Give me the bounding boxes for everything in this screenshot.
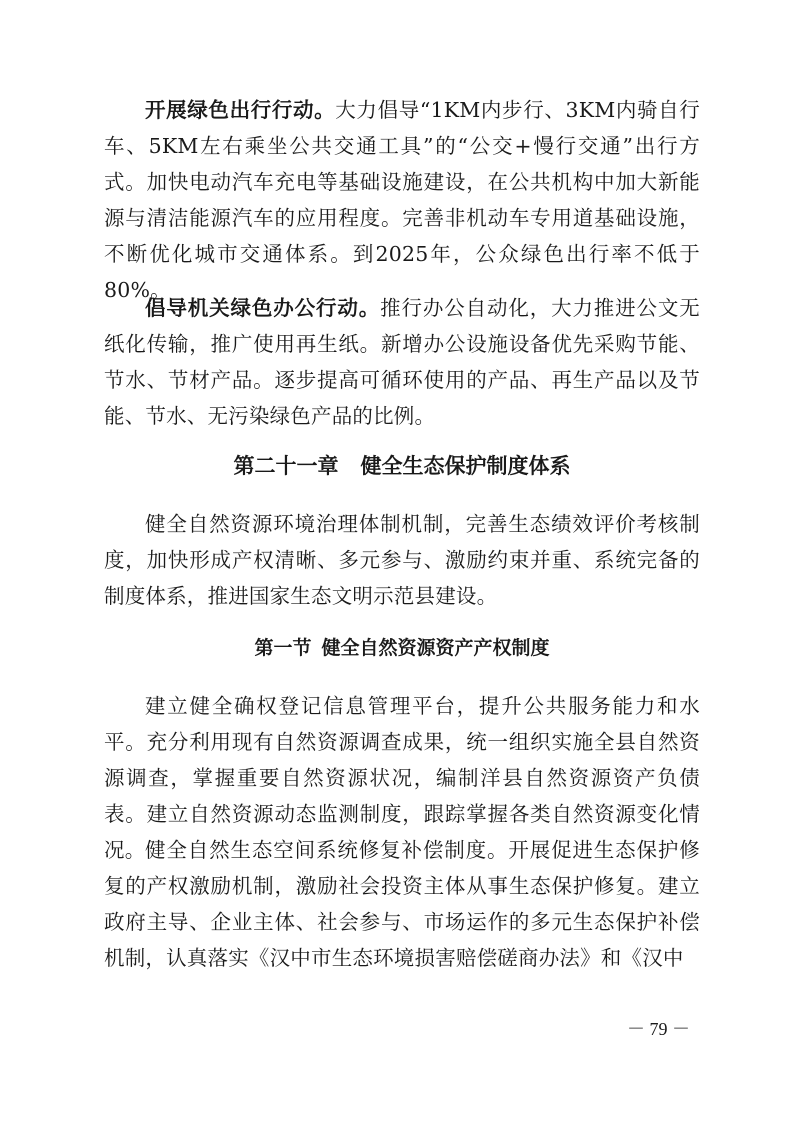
paragraph-green-travel xyxy=(104,92,700,308)
chapter-title: 健全生态保护制度体系 xyxy=(360,454,571,478)
section-heading xyxy=(104,630,700,666)
chapter-number: 第二十一章 xyxy=(233,454,339,478)
paragraph-lead: 开展绿色出行行动。 xyxy=(145,98,336,122)
section-number: 第一节 xyxy=(254,637,312,659)
paragraph-lead: 倡导机关绿色办公行动。 xyxy=(145,296,381,320)
chapter-heading xyxy=(104,448,700,484)
paragraph-chapter-intro: 健全自然资源环境治理体制机制，完善生态绩效评价考核制度，加快形成产权清晰、多元参与、激励约束并重、系统完备的制度体系，推进国家生态文明示范县建设。 xyxy=(104,512,700,608)
section-title: 健全自然资源资产产权制度 xyxy=(321,637,550,659)
paragraph-section-2: 健全自然生态空间系统修复补偿制度。开展促进生态保护修复的产权激励机制，激励社会投资主体从事生态保护修复。建立政府主导、企业主体、社会参与、市场运作的多元生态保护补偿机制，认真落实《汉中市生态环境损害赔偿磋商办法》和《汉中 xyxy=(104,838,700,970)
paragraph-green-office xyxy=(104,290,700,434)
paragraph-section-1: 建立健全确权登记信息管理平台，提升公共服务能力和水平。充分利用现有自然资源调查成果，统一组织实施全县自然资源调查，掌握重要自然资源状况，编制洋县自然资源资产负债表。建立自然资源动态监测制度，跟踪掌握各类自然资源变化情况。 xyxy=(104,694,700,862)
paragraph-body: 推行办公自动化，大力推进公文无纸化传输，推广使用再生纸。新增办公设施设备优先采购节能、节水、节材产品。逐步提高可循环使用的产品、再生产品以及节能、节水、无污染绿色产品的比例。 xyxy=(104,296,700,428)
paragraph-body: 大力倡导“1KM内步行、3KM内骑自行车、5KM左右乘坐公共交通工具”的“公交+慢行交通”出行方式。加快电动汽车充电等基础设施建设，在公共机构中加大新能源与清洁能源汽车的应用程度。完善非机动车专用道基础设施，不断优化城市交通体系。到2025年，公众绿色出行率不低于80%。 xyxy=(104,98,700,302)
page-number: － 79 － xyxy=(627,1019,690,1039)
